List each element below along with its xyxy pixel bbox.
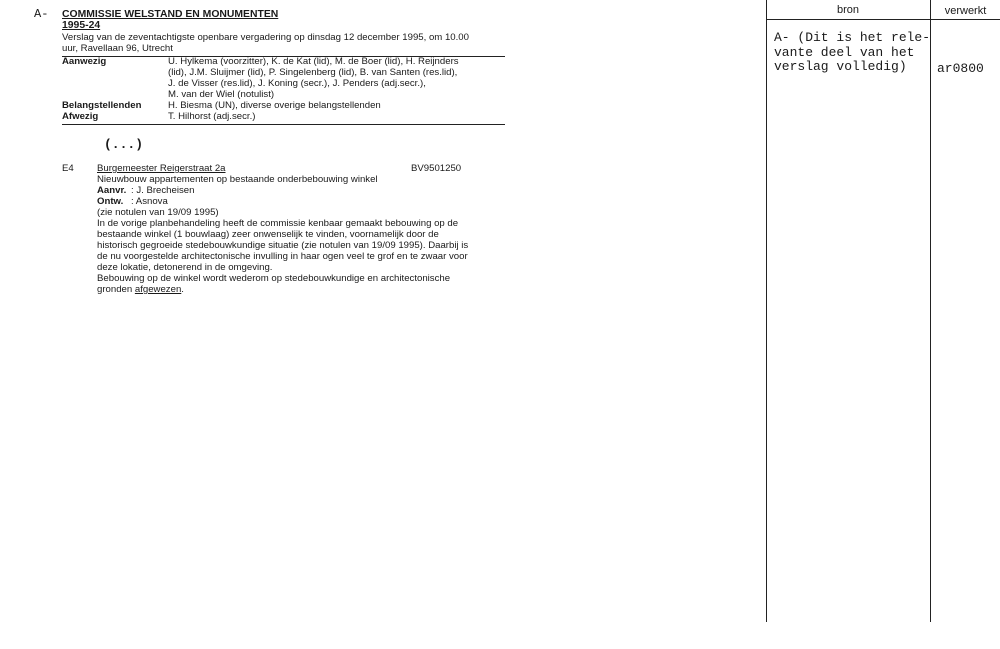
verdict-rejected: afgewezen — [134, 284, 182, 295]
bron-note-line-2: vante deel van het — [774, 44, 915, 60]
body-line-6: deze lokatie, detonerend in de omgeving. — [97, 262, 273, 273]
aanwezig-line-4: M. van der Wiel (notulist) — [168, 89, 275, 100]
bron-note — [774, 31, 930, 75]
item-code: E4 — [62, 163, 74, 174]
last-line-start: gronden — [97, 284, 135, 295]
last-line-end: . — [181, 284, 184, 295]
divider-bottom — [62, 124, 505, 125]
column-divider-left — [766, 0, 767, 622]
aanwezig-label: Aanwezig — [62, 56, 107, 67]
intro-line-1: Verslag van de zeventachtigste openbare vergadering op dinsdag 12 december 1995, om 10.00 — [62, 32, 469, 43]
afwezig-label: Afwezig — [62, 111, 99, 122]
aanwezig-line-3: J. de Visser (res.lid), J. Koning (secr.), J. Penders (adj.secr.), — [168, 78, 426, 89]
omission-ellipsis: (...) — [104, 137, 144, 152]
commission-heading: COMMISSIE WELSTAND EN MONUMENTEN — [62, 9, 279, 20]
body-line-2: In de vorige planbehandeling heeft de commissie kenbaar gemaakt bebouwing op de — [97, 218, 459, 229]
column-divider-middle — [930, 0, 931, 622]
column-header-bron: bron — [836, 4, 860, 16]
body-line-1: (zie notulen van 19/09 1995) — [97, 207, 219, 218]
bron-note-line-3: verslag volledig) — [774, 59, 907, 74]
body-line-3: bestaande winkel (1 bouwlaag) zeer onwenselijk te vinden, voornamelijk door de — [97, 229, 439, 240]
intro-line-2: uur, Ravellaan 96, Utrecht — [62, 43, 173, 54]
aanvrager-label: Aanvr. — [97, 185, 127, 196]
body-line-5: de nu voorgestelde architectonische invulling in haar ogen veel te grof en te zwaar voor — [97, 251, 468, 262]
item-description: Nieuwbouw appartementen op bestaande onderbebouwing winkel — [97, 174, 378, 185]
body-line-7: Bebouwing op de winkel wordt wederom op stedebouwkundige en architectonische — [97, 273, 451, 284]
verwerkt-code: ar0800 — [937, 61, 984, 76]
report-number: 1995-24 — [62, 20, 101, 31]
margin-marker: A- — [34, 7, 49, 21]
belangstellenden-value: H. Biesma (UN), diverse overige belangstellenden — [168, 100, 381, 111]
afwezig-value: T. Hilhorst (adj.secr.) — [168, 111, 256, 122]
ontwerper-value: : Asnova — [131, 196, 168, 207]
body-line-4: historisch gegroeide stedebouwkundige situatie (zie notulen van 19/09 1995). Daarbij is — [97, 240, 469, 251]
body-line-8 — [97, 284, 184, 296]
aanwezig-line-2: (lid), J.M. Sluijmer (lid), P. Singelenberg (lid), B. van Santen (res.lid), — [168, 67, 458, 78]
item-title: Burgemeester Reigerstraat 2a — [97, 163, 226, 174]
aanwezig-line-1: U. Hylkema (voorzitter), K. de Kat (lid), M. de Boer (lid), H. Reijnders — [168, 56, 459, 67]
belangstellenden-label: Belangstellenden — [62, 100, 142, 111]
bron-note-line-1: A- (Dit is het rele- — [774, 30, 931, 45]
item-reference: BV9501250 — [411, 163, 462, 174]
column-header-rule — [766, 19, 1000, 20]
aanvrager-value: : J. Brecheisen — [131, 185, 195, 196]
ontwerper-label: Ontw. — [97, 196, 124, 207]
column-header-verwerkt: verwerkt — [944, 5, 987, 17]
